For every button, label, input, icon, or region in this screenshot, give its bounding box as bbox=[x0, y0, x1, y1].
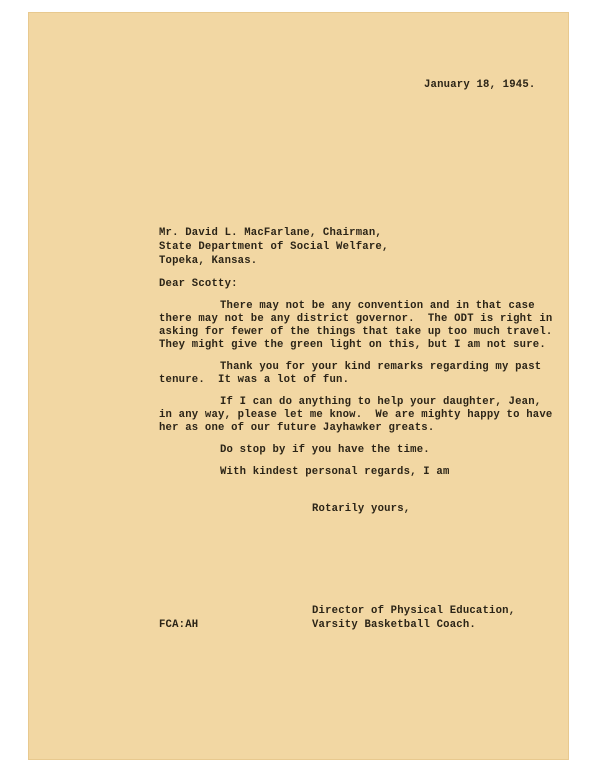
paragraph-4: Do stop by if you have the time. bbox=[220, 444, 430, 456]
paragraph-1-line-2: there may not be any district governor. The ODT is right in bbox=[159, 313, 553, 325]
salutation: Dear Scotty: bbox=[159, 278, 238, 290]
paragraph-3-line-3: her as one of our future Jayhawker greats. bbox=[159, 422, 435, 434]
paragraph-3-line-2: in any way, please let me know. We are mighty happy to have bbox=[159, 409, 553, 421]
paragraph-1-line-4: They might give the green light on this, but I am not sure. bbox=[159, 339, 546, 351]
addressee-line-1: Mr. David L. MacFarlane, Chairman, bbox=[159, 227, 382, 239]
typist-initials: FCA:AH bbox=[159, 619, 199, 631]
signature-title-line-2: Varsity Basketball Coach. bbox=[312, 619, 476, 631]
letter-date: January 18, 1945. bbox=[424, 79, 536, 91]
paragraph-3-line-1: If I can do anything to help your daughter, Jean, bbox=[220, 396, 542, 408]
addressee-line-2: State Department of Social Welfare, bbox=[159, 241, 389, 253]
paragraph-1-line-1: There may not be any convention and in that case bbox=[220, 300, 535, 312]
addressee-line-3: Topeka, Kansas. bbox=[159, 255, 258, 267]
paragraph-2-line-2: tenure. It was a lot of fun. bbox=[159, 374, 350, 386]
closing: Rotarily yours, bbox=[312, 503, 411, 515]
paragraph-1-line-3: asking for fewer of the things that take up too much travel. bbox=[159, 326, 553, 338]
paragraph-5: With kindest personal regards, I am bbox=[220, 466, 450, 478]
signature-title-line-1: Director of Physical Education, bbox=[312, 605, 516, 617]
paragraph-2-line-1: Thank you for your kind remarks regarding my past bbox=[220, 361, 542, 373]
